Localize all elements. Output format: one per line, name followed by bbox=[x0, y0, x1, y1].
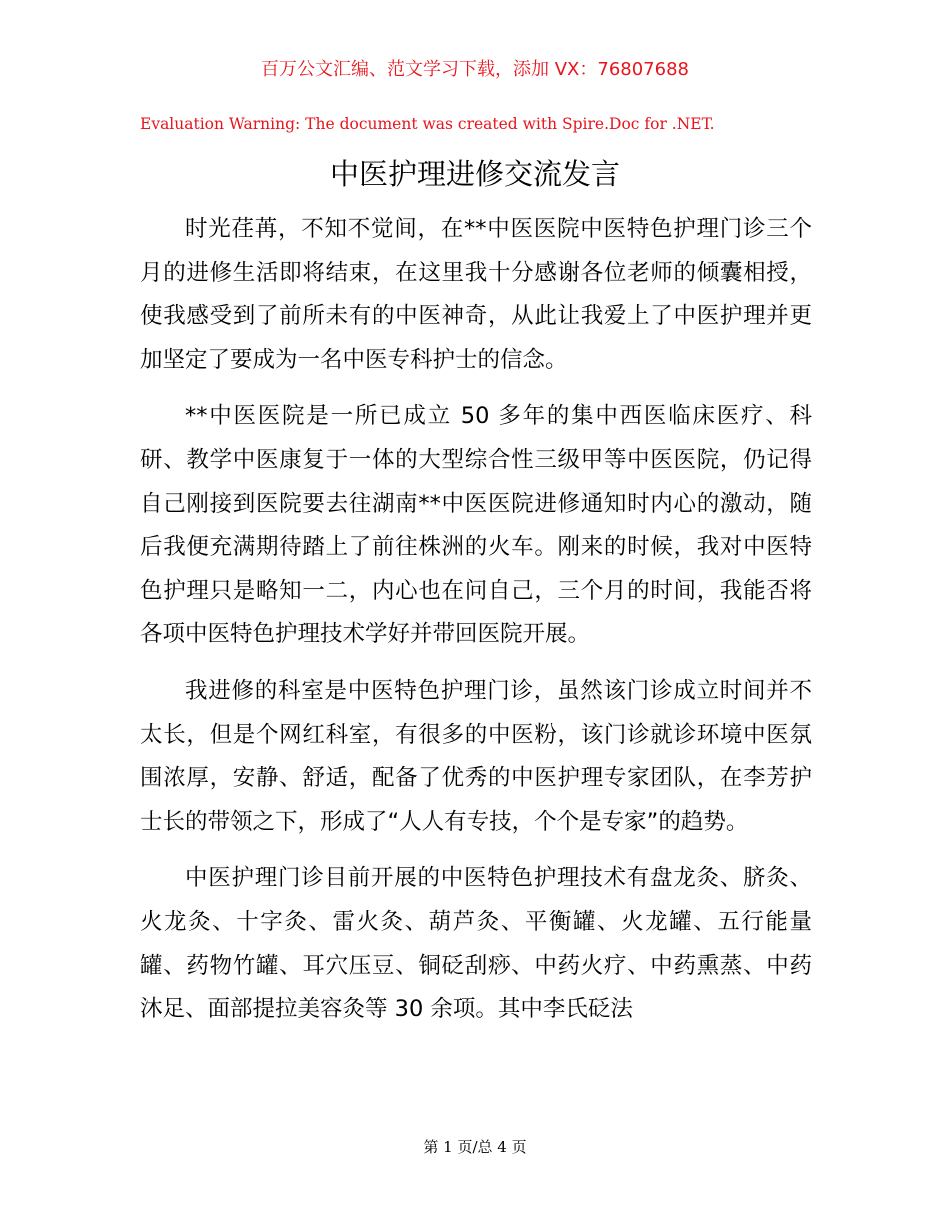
document-body bbox=[140, 208, 812, 1045]
header-banner: 百万公文汇编、范文学习下载，添加 VX：76807688 bbox=[261, 59, 689, 80]
paragraph-3: 我进修的科室是中医特色护理门诊，虽然该门诊成立时间并不太长，但是个网红科室，有很多的中医粉，该门诊就诊环境中医氛围浓厚，安静、舒适，配备了优秀的中医护理专家团队，在李芳护士长的带领之下，形成了“人人有专技，个个是专家”的趋势。 bbox=[140, 677, 812, 835]
paragraph-4: 中医护理门诊目前开展的中医特色护理技术有盘龙灸、脐灸、火龙灸、十字灸、雷火灸、葫芦灸、平衡罐、火龙罐、五行能量罐、药物竹罐、耳穴压豆、铜砭刮痧、中药火疗、中药熏蒸、中药沐足、面部提拉美容灸等 30 余项。其中李氏砭法 bbox=[140, 865, 812, 1023]
paragraph-1: 时光荏苒，不知不觉间，在**中医医院中医特色护理门诊三个月的进修生活即将结束，在这里我十分感谢各位老师的倾囊相授，使我感受到了前所未有的中医神奇，从此让我爱上了中医护理并更加坚定了要成为一名中医专科护士的信念。 bbox=[140, 216, 812, 373]
evaluation-warning: Evaluation Warning: The document was created with Spire.Doc for .NET. bbox=[140, 115, 715, 133]
paragraph-2: **中医医院是一所已成立 50 多年的集中西医临床医疗、科研、教学中医康复于一体的大型综合性三级甲等中医医院，仍记得自己刚接到医院要去往湖南**中医医院进修通知时内心的激动，随后我便充满期待踏上了前往株洲的火车。刚来的时候，我对中医特色护理只是略知一二，内心也在问自己，三个月的时间，我能否将各项中医特色护理技术学好并带回医院开展。 bbox=[140, 403, 812, 648]
document-title: 中医护理进修交流发言 bbox=[329, 157, 620, 191]
page-number: 第 1 页/总 4 页 bbox=[423, 1138, 527, 1156]
